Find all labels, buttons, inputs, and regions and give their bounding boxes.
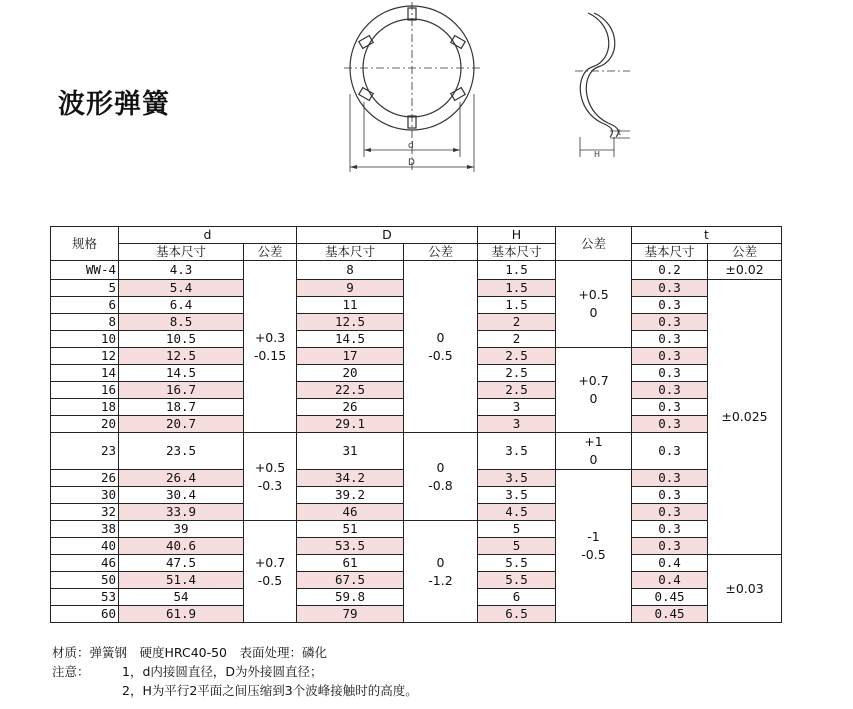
table-row — [51, 521, 782, 538]
D-cell: 34.2 — [297, 470, 404, 487]
page-title: 波形弹簧 — [58, 89, 170, 120]
H-cell: 5.5 — [478, 555, 556, 572]
spec-cell: 60 — [51, 606, 119, 623]
spec-cell: 6 — [51, 297, 119, 314]
note-line-1: 注意： 1，d内接圆直径，D为外接圆直径； — [52, 664, 323, 679]
material-line: 材质：弹簧钢 硬度HRC40-50 表面处理：磷化 — [52, 645, 328, 660]
note-line-2: 2，H为平行2平面之间压缩到3个波峰接触时的高度。 — [122, 683, 418, 698]
H-cell: 3.5 — [478, 470, 556, 487]
spec-cell: 8 — [51, 314, 119, 331]
D-label: D — [408, 158, 415, 168]
t-cell: 0.4 — [632, 555, 708, 572]
spec-cell: WW-4 — [51, 261, 119, 280]
H-label: H — [594, 150, 601, 159]
D-cell: 61 — [297, 555, 404, 572]
t-label: t — [618, 128, 622, 137]
t-cell: 0.3 — [632, 365, 708, 382]
spec-cell: 50 — [51, 572, 119, 589]
header-d: d — [119, 227, 297, 244]
d-cell: 12.5 — [119, 348, 244, 365]
spec-cell: 30 — [51, 487, 119, 504]
d-tol-group-1: +0.3 -0.15 — [244, 261, 297, 433]
H-cell: 1.5 — [478, 261, 556, 280]
spec-cell: 40 — [51, 538, 119, 555]
H-cell: 2.5 — [478, 348, 556, 365]
header-H-basic: 基本尺寸 — [478, 244, 556, 261]
d-cell: 47.5 — [119, 555, 244, 572]
D-cell: 39.2 — [297, 487, 404, 504]
table-row — [51, 433, 782, 470]
t-cell: 0.3 — [632, 314, 708, 331]
t-cell: 0.3 — [632, 382, 708, 399]
t-cell: 0.3 — [632, 521, 708, 538]
H-cell: 5 — [478, 538, 556, 555]
H-tol-group-2: +0.7 0 — [556, 348, 632, 433]
t-cell: 0.45 — [632, 589, 708, 606]
H-cell: 2 — [478, 314, 556, 331]
table-row — [51, 261, 782, 280]
D-cell: 11 — [297, 297, 404, 314]
t-cell: 0.3 — [632, 433, 708, 470]
header-t-tol: 公差 — [708, 244, 782, 261]
spec-cell: 16 — [51, 382, 119, 399]
header-t: t — [632, 227, 782, 244]
D-cell: 46 — [297, 504, 404, 521]
spec-cell: 46 — [51, 555, 119, 572]
t-cell: 0.3 — [632, 348, 708, 365]
H-cell: 3.5 — [478, 487, 556, 504]
t-cell: 0.3 — [632, 538, 708, 555]
header-D-basic: 基本尺寸 — [297, 244, 404, 261]
d-cell: 14.5 — [119, 365, 244, 382]
spec-cell: 32 — [51, 504, 119, 521]
d-cell: 16.7 — [119, 382, 244, 399]
H-cell: 2.5 — [478, 365, 556, 382]
D-tol-group-2: 0 -0.8 — [404, 433, 478, 521]
D-cell: 79 — [297, 606, 404, 623]
spec-cell: 38 — [51, 521, 119, 538]
H-cell: 3.5 — [478, 433, 556, 470]
H-cell: 2 — [478, 331, 556, 348]
header-D-tol: 公差 — [404, 244, 478, 261]
D-cell: 51 — [297, 521, 404, 538]
t-cell: 0.3 — [632, 280, 708, 297]
D-cell: 20 — [297, 365, 404, 382]
d-cell: 6.4 — [119, 297, 244, 314]
note-label: 注意： — [52, 664, 90, 679]
d-cell: 8.5 — [119, 314, 244, 331]
d-cell: 23.5 — [119, 433, 244, 470]
D-tol-group-1: 0 -0.5 — [404, 261, 478, 433]
header-d-tol: 公差 — [244, 244, 297, 261]
H-tol-group-4: -1 -0.5 — [556, 470, 632, 623]
t-tol-group-1: ±0.02 — [708, 261, 782, 280]
H-cell: 6 — [478, 589, 556, 606]
header-H: H — [478, 227, 556, 244]
spec-cell: 20 — [51, 416, 119, 433]
header-t-basic: 基本尺寸 — [632, 244, 708, 261]
t-tol-group-2: ±0.025 — [708, 280, 782, 555]
d-cell: 51.4 — [119, 572, 244, 589]
H-cell: 1.5 — [478, 297, 556, 314]
H-cell: 3 — [478, 399, 556, 416]
t-cell: 0.3 — [632, 416, 708, 433]
header-spec: 规格 — [51, 227, 119, 261]
spec-cell: 14 — [51, 365, 119, 382]
H-tol-group-3: +1 0 — [556, 433, 632, 470]
d-cell: 18.7 — [119, 399, 244, 416]
D-cell: 12.5 — [297, 314, 404, 331]
t-cell: 0.4 — [632, 572, 708, 589]
t-cell: 0.3 — [632, 297, 708, 314]
spec-cell: 18 — [51, 399, 119, 416]
H-cell: 5.5 — [478, 572, 556, 589]
spec-cell: 23 — [51, 433, 119, 470]
d-cell: 4.3 — [119, 261, 244, 280]
D-cell: 29.1 — [297, 416, 404, 433]
header-H-tol: 公差 — [556, 227, 632, 261]
t-cell: 0.3 — [632, 331, 708, 348]
D-cell: 59.8 — [297, 589, 404, 606]
spec-table — [50, 226, 782, 623]
spec-cell: 10 — [51, 331, 119, 348]
header-D: D — [297, 227, 478, 244]
spec-cell: 5 — [51, 280, 119, 297]
d-cell: 61.9 — [119, 606, 244, 623]
H-tol-group-1: +0.5 0 — [556, 261, 632, 348]
d-tol-group-2: +0.5 -0.3 — [244, 433, 297, 521]
H-cell: 4.5 — [478, 504, 556, 521]
D-cell: 9 — [297, 280, 404, 297]
header-d-basic: 基本尺寸 — [119, 244, 244, 261]
t-cell: 0.3 — [632, 487, 708, 504]
D-cell: 26 — [297, 399, 404, 416]
front-view-drawing — [338, 2, 488, 182]
D-cell: 67.5 — [297, 572, 404, 589]
t-cell: 0.45 — [632, 606, 708, 623]
D-cell: 31 — [297, 433, 404, 470]
H-cell: 1.5 — [478, 280, 556, 297]
D-cell: 8 — [297, 261, 404, 280]
D-cell: 53.5 — [297, 538, 404, 555]
H-cell: 3 — [478, 416, 556, 433]
d-label: d — [408, 141, 414, 151]
D-tol-group-3: 0 -1.2 — [404, 521, 478, 623]
spec-cell: 26 — [51, 470, 119, 487]
t-cell: 0.2 — [632, 261, 708, 280]
d-tol-group-3: +0.7 -0.5 — [244, 521, 297, 623]
d-cell: 10.5 — [119, 331, 244, 348]
d-cell: 33.9 — [119, 504, 244, 521]
t-cell: 0.3 — [632, 399, 708, 416]
notes-section — [52, 643, 418, 700]
D-cell: 22.5 — [297, 382, 404, 399]
d-cell: 5.4 — [119, 280, 244, 297]
spec-cell: 12 — [51, 348, 119, 365]
d-cell: 39 — [119, 521, 244, 538]
d-cell: 30.4 — [119, 487, 244, 504]
H-cell: 2.5 — [478, 382, 556, 399]
d-cell: 54 — [119, 589, 244, 606]
side-view-drawing — [570, 5, 640, 165]
spec-cell: 53 — [51, 589, 119, 606]
d-cell: 20.7 — [119, 416, 244, 433]
d-cell: 26.4 — [119, 470, 244, 487]
H-cell: 6.5 — [478, 606, 556, 623]
D-cell: 17 — [297, 348, 404, 365]
t-tol-group-3: ±0.03 — [708, 555, 782, 623]
t-cell: 0.3 — [632, 504, 708, 521]
t-cell: 0.3 — [632, 470, 708, 487]
H-cell: 5 — [478, 521, 556, 538]
D-cell: 14.5 — [297, 331, 404, 348]
d-cell: 40.6 — [119, 538, 244, 555]
